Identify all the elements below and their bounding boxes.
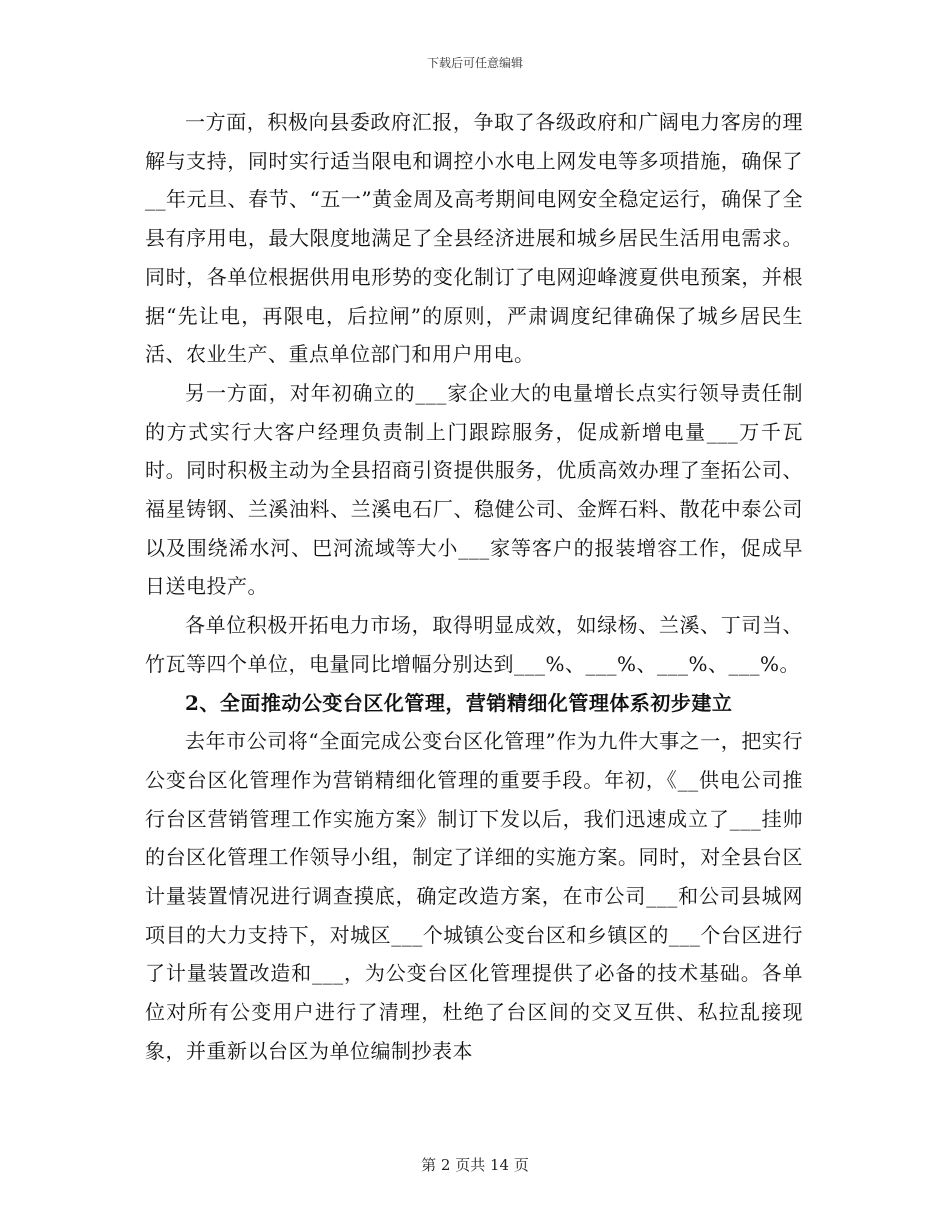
paragraph: 去年市公司将“全面完成公变台区化管理”作为九件大事之一，把实行公变台区化管理作为营销精细化管理的重要手段。年初，《__供电公司推行台区营销管理工作实施方案》制订下发以后，我们迅速成立了___挂帅的台区化管理工作领导小组，制定了详细的实施方案。同时，对全县台区计量装置情况进行调查摸底，确定改造方案，在市公司___和公司县城网项目的大力支持下，对城区___个城镇公变台区和乡镇区的___个台区进行了计量装置改造和___，为公变台区化管理提供了必备的技术基础。各单位对所有公变用户进行了清理，杜绝了台区间的交叉互供、私拉乱接现象，并重新以台区为单位编制抄表本: [145, 729, 803, 1063]
paragraph: 另一方面，对年初确立的___家企业大的电量增长点实行领导责任制的方式实行大客户经理负责制上门跟踪服务，促成新增电量___万千瓦时。同时积极主动为全县招商引资提供服务，优质高效办理了奎拓公司、福星铸钢、兰溪油料、兰溪电石厂、稳健公司、金辉石料、散花中泰公司以及围绕浠水河、巴河流域等大小___家等客户的报装增容工作，促成早日送电投产。: [145, 380, 803, 599]
paragraph: 各单位积极开拓电力市场，取得明显成效，如绿杨、兰溪、丁司当、竹瓦等四个单位，电量同比增幅分别达到___%、___%、___%、___%。: [145, 613, 803, 676]
document-body: [145, 103, 803, 1071]
page-number: 第 2 页共 14 页: [421, 1156, 529, 1174]
paragraph: 一方面，积极向县委政府汇报，争取了各级政府和广阔电力客房的理解与支持，同时实行适当限电和调控小水电上网发电等多项措施，确保了__年元旦、春节、“五一”黄金周及高考期间电网安全稳定运行，确保了全县有序用电，最大限度地满足了全县经济进展和城乡居民生活用电需求。同时，各单位根据供用电形势的变化制订了电网迎峰渡夏供电预案，并根据“先让电，再限电，后拉闸”的原则，严肃调度纪律确保了城乡居民生活、农业生产、重点单位部门和用户用电。: [145, 110, 803, 367]
header-note: 下载后可任意编辑: [426, 56, 523, 70]
section-heading: 2、全面推动公变台区化管理，营销精细化管理体系初步建立: [185, 690, 733, 715]
